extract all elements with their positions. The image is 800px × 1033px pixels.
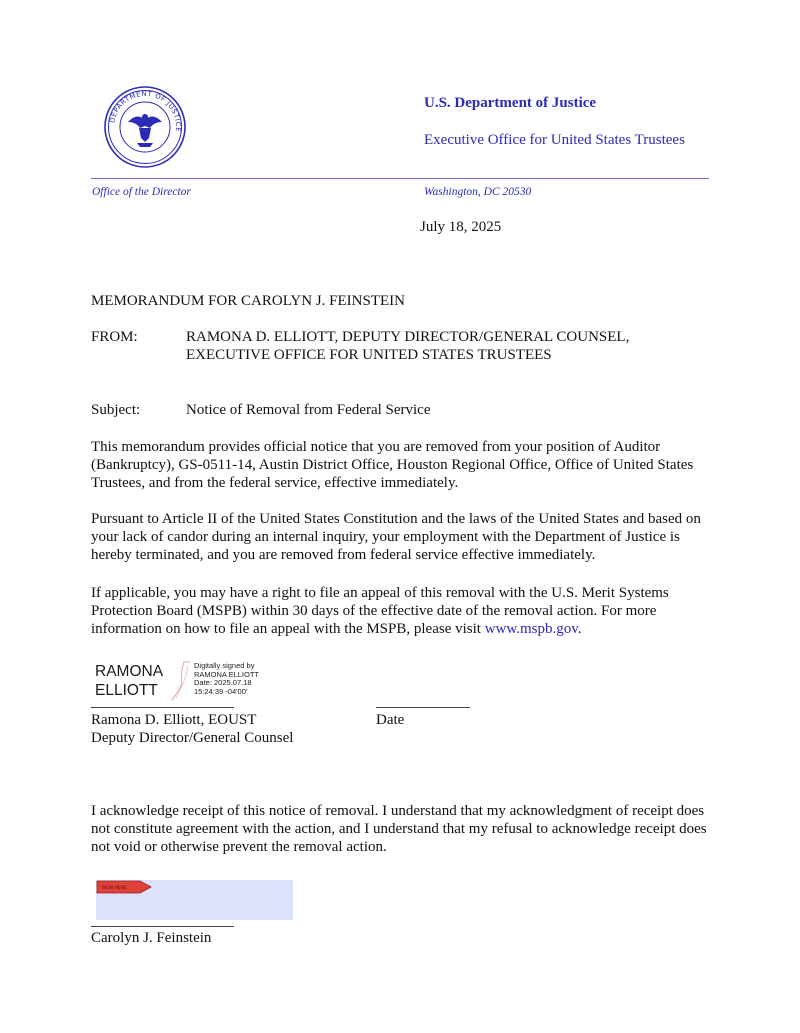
- memo-date: July 18, 2025: [420, 219, 502, 235]
- digital-signature[interactable]: [95, 662, 163, 700]
- paragraph-notice: This memorandum provides official notice that you are removed from your position of Auditor (Bankruptcy), GS-0511-14, Austin District Office, Houston Regional Office, Office of United States Trustees, and from the federal service, effective immediately.: [91, 439, 694, 491]
- office-label: Office of the Director: [92, 186, 191, 198]
- doj-seal-icon: [104, 86, 186, 168]
- recipient-name: Carolyn J. Feinstein: [91, 930, 212, 946]
- date-line: [376, 707, 470, 708]
- signature-signed-name: RAMONA ELLIOTT: [194, 669, 260, 679]
- letterhead-divider: [91, 178, 709, 179]
- signer-name: Ramona D. Elliott, EOUST: [91, 712, 257, 728]
- appeal-end: .: [577, 621, 582, 637]
- sign-here-tag[interactable]: [96, 880, 152, 894]
- appeal-text: If applicable, you may have a right to file an appeal of this removal with the U.S. Merit Systems Protection Board (MSPB) within 30 days of the effective date of the removal action. For more information on how to file an appeal with the MSPB, please visit: [91, 585, 669, 637]
- signature-first-name: RAMONA: [95, 663, 164, 680]
- signature-details: [194, 662, 259, 696]
- mspb-link[interactable]: www.mspb.gov: [484, 621, 578, 637]
- acknowledgment-text: I acknowledge receipt of this notice of removal. I understand that my acknowledgment of receipt does not constitute agreement with the action, and I understand that my refusal to acknowledge receipt does not void or otherwise prevent the removal action.: [91, 803, 707, 855]
- department-subtitle: Executive Office for United States Trustees: [424, 132, 685, 148]
- subject-label: Subject:: [91, 402, 141, 418]
- seal-text: DEPARTMENT OF JUSTICE: [108, 89, 183, 133]
- signature-signed-date: Date: 2025.07.18: [194, 678, 252, 687]
- signature-line: [91, 707, 234, 708]
- memo-for: MEMORANDUM FOR CAROLYN J. FEINSTEIN: [91, 293, 405, 309]
- signature-mark-icon: [170, 660, 192, 702]
- signer-title: Deputy Director/General Counsel: [91, 730, 294, 746]
- from-value: RAMONA D. ELLIOTT, DEPUTY DIRECTOR/GENERAL COUNSEL, EXECUTIVE OFFICE FOR UNITED STATES TRUSTEES: [186, 329, 630, 363]
- from-label: FROM:: [91, 329, 138, 345]
- department-title: U.S. Department of Justice: [424, 95, 597, 111]
- signature-signed-time: 15:24:39 -04'00': [194, 686, 248, 696]
- signature-digitally-signed: Digitally signed by: [194, 661, 255, 670]
- paragraph-appeal: [91, 584, 711, 638]
- date-label: Date: [376, 712, 405, 728]
- subject-value: Notice of Removal from Federal Service: [186, 402, 431, 418]
- recipient-signature-line: [91, 926, 234, 927]
- sign-here-label: SIGN HERE: [102, 886, 127, 891]
- city-label: Washington, DC 20530: [424, 186, 532, 198]
- paragraph-termination: Pursuant to Article II of the United States Constitution and the laws of the United States and based on your lack of candor during an internal inquiry, your employment with the Department of Justice is hereby terminated, and you are removed from federal service effective immediately.: [91, 511, 701, 563]
- signer-block: [91, 711, 293, 747]
- signature-last-name: ELLIOTT: [95, 682, 158, 699]
